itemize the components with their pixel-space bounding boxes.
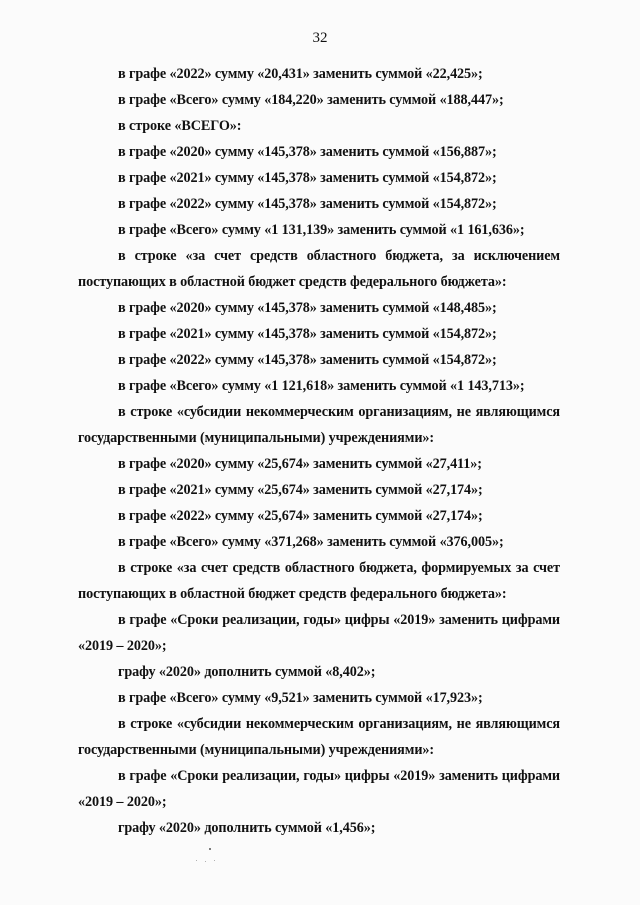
scan-artifact — [209, 848, 211, 850]
text-line: в строке «субсидии некоммерческим организациям, не являющимся — [118, 404, 560, 420]
text-line: в графе «2021» сумму «145,378» заменить суммой «154,872»; — [118, 170, 497, 186]
text-line: государственными (муниципальными) учреждениями»: — [78, 430, 435, 446]
text-line: в строке «субсидии некоммерческим организациям, не являющимся — [118, 716, 560, 732]
text-line: в строке «за счет средств областного бюджета, формируемых за счет — [118, 560, 560, 576]
text-line: в графе «Сроки реализации, годы» цифры «2019» заменить цифрами — [118, 612, 560, 628]
text-line: в графе «2020» сумму «145,378» заменить суммой «148,485»; — [118, 300, 497, 316]
text-line: «2019 – 2020»; — [78, 638, 167, 654]
text-line: в графе «Сроки реализации, годы» цифры «2019» заменить цифрами — [118, 768, 560, 784]
text-line: в графе «Всего» сумму «9,521» заменить суммой «17,923»; — [118, 690, 483, 706]
text-line: в графе «2020» сумму «145,378» заменить суммой «156,887»; — [118, 144, 497, 160]
text-line: в строке «ВСЕГО»: — [118, 118, 242, 134]
text-line: в графе «2022» сумму «145,378» заменить суммой «154,872»; — [118, 196, 497, 212]
text-line: в графе «Всего» сумму «1 121,618» заменить суммой «1 143,713»; — [118, 378, 525, 394]
text-line: поступающих в областной бюджет средств федерального бюджета»: — [78, 586, 507, 602]
text-line: в графе «Всего» сумму «371,268» заменить суммой «376,005»; — [118, 534, 504, 550]
scan-artifact — [214, 860, 215, 861]
text-line: в строке «за счет средств областного бюджета, за исключением — [118, 248, 560, 264]
text-line: поступающих в областной бюджет средств федерального бюджета»: — [78, 274, 507, 290]
text-line: «2019 – 2020»; — [78, 794, 167, 810]
scan-artifact — [196, 860, 197, 861]
text-line: в графе «2021» сумму «25,674» заменить суммой «27,174»; — [118, 482, 483, 498]
text-line: в графе «2022» сумму «145,378» заменить суммой «154,872»; — [118, 352, 497, 368]
scan-artifact — [205, 861, 206, 862]
text-line: в графе «Всего» сумму «184,220» заменить суммой «188,447»; — [118, 92, 504, 108]
text-line: графу «2020» дополнить суммой «8,402»; — [118, 664, 376, 680]
text-line: в графе «2022» сумму «20,431» заменить суммой «22,425»; — [118, 66, 483, 82]
text-line: в графе «2020» сумму «25,674» заменить суммой «27,411»; — [118, 456, 482, 472]
page-number: 32 — [312, 30, 328, 46]
text-line: в графе «Всего» сумму «1 131,139» заменить суммой «1 161,636»; — [118, 222, 525, 238]
text-line: государственными (муниципальными) учреждениями»: — [78, 742, 435, 758]
text-line: в графе «2022» сумму «25,674» заменить суммой «27,174»; — [118, 508, 483, 524]
text-line: в графе «2021» сумму «145,378» заменить суммой «154,872»; — [118, 326, 497, 342]
text-line: графу «2020» дополнить суммой «1,456»; — [118, 820, 376, 836]
